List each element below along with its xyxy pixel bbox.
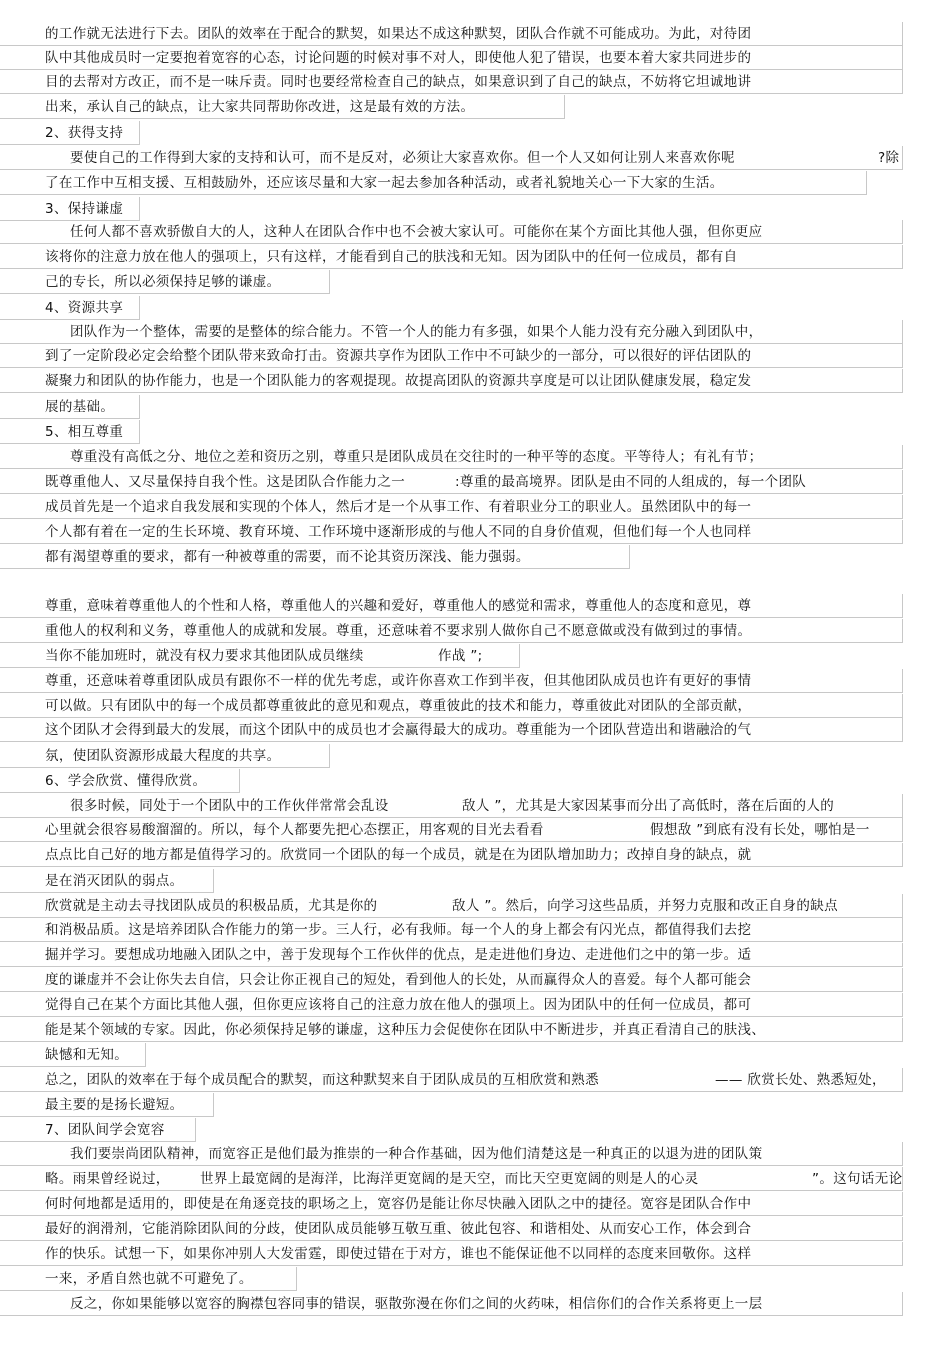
line-tail: 假想敌 ”到底有没有长处，哪怕是一 — [650, 822, 870, 838]
line-text: 展的基础。 — [45, 399, 115, 415]
line-text: 很多时候，同处于一个团队中的工作伙伴常常会乱设 — [70, 798, 389, 814]
line-text: 这个团队才会得到最大的发展，而这个团队中的成员也才会赢得最大的成功。尊重能为一个团队营造出和谐融洽的气 — [45, 722, 752, 738]
line-text: 6、学会欣赏、懂得欣赏。 — [45, 773, 207, 789]
line-text: 度的谦虚并不会让你失去自信，只会让你正视自己的短处，看到他人的长处，从而赢得众人的喜爱。每个人都可能会 — [45, 972, 752, 988]
text-line — [0, 1192, 903, 1216]
section-heading — [0, 769, 240, 793]
section-heading — [0, 1118, 196, 1142]
text-line — [0, 245, 903, 269]
section-heading — [0, 420, 140, 444]
text-line — [0, 1167, 903, 1191]
text-line — [0, 220, 903, 244]
text-line — [0, 843, 903, 867]
line-text: 都有渴望尊重的要求，都有一种被尊重的需要，而不论其资历深浅、能力强弱。 — [45, 549, 530, 565]
line-text: 当你不能加班时，就没有权力要求其他团队成员继续 — [45, 648, 364, 664]
line-text: 重他人的权利和义务，尊重他人的成就和发展。尊重，还意味着不要求别人做你自己不愿意做或没有做到过的事情。 — [45, 623, 752, 639]
text-line — [0, 1018, 903, 1042]
line-text: 的工作就无法进行下去。团队的效率在于配合的默契，如果达不成这种默契，团队合作就不可能成功。为此，对待团 — [45, 26, 752, 42]
line-tail: ?除 — [878, 150, 900, 166]
line-tail: :尊重的最高境界。团队是由不同的人组成的，每一个团队 — [455, 474, 807, 490]
line-text: 氛，使团队资源形成最大程度的共享。 — [45, 748, 281, 764]
line-tail: —— 欣赏长处、熟悉短处， — [715, 1072, 886, 1088]
text-line — [0, 545, 630, 569]
line-text: 了在工作中互相支援、互相鼓励外，还应该尽量和大家一起去参加各种活动，或者礼貌地关心一下大家的生活。 — [45, 175, 724, 191]
line-text: 点点比自己好的地方都是值得学习的。欣赏同一个团队的每一个成员，就是在为团队增加助力；改掉自身的缺点，就 — [45, 847, 752, 863]
line-text: 到了一定阶段必定会给整个团队带来致命打击。资源共享作为团队工作中不可缺少的一部分，可以很好的评估团队的 — [45, 348, 752, 364]
line-text: 觉得自己在某个方面比其他人强，但你更应该将自己的注意力放在他人的强项上。因为团队中的任何一位成员，都可 — [45, 997, 752, 1013]
line-text: 反之，你如果能够以宽容的胸襟包容同事的错误，驱散弥漫在你们之间的火药味，相信你们的合作关系将更上一层 — [70, 1296, 763, 1312]
line-text: 7、团队间学会宽容 — [45, 1122, 165, 1138]
line-tail: ”。这句话无论 — [812, 1171, 903, 1187]
text-line — [0, 968, 903, 992]
text-line — [0, 918, 903, 942]
line-text: 总之，团队的效率在于每个成员配合的默契，而这种默契来自于团队成员的互相欣赏和熟悉 — [45, 1072, 599, 1088]
line-text: 尊重，还意味着尊重团队成员有跟你不一样的优先考虑，或许你喜欢工作到半夜，但其他团队成员也许有更好的事情 — [45, 673, 752, 689]
line-text: 团队作为一个整体，需要的是整体的综合能力。不管一个人的能力有多强，如果个人能力没有充分融入到团队中， — [70, 324, 763, 340]
line-text: 缺憾和无知。 — [45, 1047, 129, 1063]
text-line — [0, 943, 903, 967]
text-line — [0, 171, 867, 195]
text-line — [0, 344, 903, 368]
text-line — [0, 718, 903, 742]
text-line — [0, 818, 903, 842]
line-text: 欣赏就是主动去寻找团队成员的积极品质，尤其是你的 — [45, 898, 378, 914]
line-tail: 敌人 ”，尤其是大家因某事而分出了高低时，落在后面的人的 — [462, 798, 835, 814]
text-line — [0, 644, 520, 668]
line-text: 最好的润滑剂，它能消除团队间的分歧，使团队成员能够互敬互重、彼此包容、和谐相处、从而安心工作，体会到合 — [45, 1221, 752, 1237]
line-text: 作的快乐。试想一下，如果你冲别人大发雷霆，即使过错在于对方，谁也不能保证他不以同样的态度来回敬你。这样 — [45, 1246, 752, 1262]
text-line — [0, 744, 330, 768]
line-text: 可以做。只有团队中的每一个成员都尊重彼此的意见和观点，尊重彼此的技术和能力，尊重彼此对团队的全部贡献， — [45, 698, 752, 714]
line-text: 既尊重他人、又尽量保持自我个性。这是团队合作能力之一 — [45, 474, 406, 490]
line-text: 队中其他成员时一定要抱着宽容的心态，讨论问题的时候对事不对人，即使他人犯了错误，也要本着大家共同进步的 — [45, 50, 752, 66]
text-line — [0, 869, 214, 893]
text-line — [0, 495, 903, 519]
text-line — [0, 1292, 903, 1316]
line-tail: 作战 ”; — [438, 648, 483, 664]
line-text: 掘并学习。要想成功地融入团队之中，善于发现每个工作伙伴的优点，是走进他们身边、走进他们之中的第一步。适 — [45, 947, 752, 963]
text-line — [0, 993, 903, 1017]
line-text: 3、保持谦虚 — [45, 201, 124, 217]
line-text: 和消极品质。这是培养团队合作能力的第一步。三人行，必有我师。每一个人的身上都会有闪光点，都值得我们去挖 — [45, 922, 752, 938]
line-text: 凝聚力和团队的协作能力，也是一个团队能力的客观提现。故提高团队的资源共享度是可以让团队健康发展，稳定发 — [45, 373, 752, 389]
text-line — [0, 70, 903, 94]
line-text: 任何人都不喜欢骄傲自大的人，这种人在团队合作中也不会被大家认可。可能你在某个方面比其他人强，但你更应 — [70, 224, 763, 240]
text-line — [0, 619, 903, 643]
text-line — [0, 146, 903, 170]
line-text: 5、相互尊重 — [45, 424, 124, 440]
line-text: 4、资源共享 — [45, 300, 124, 316]
section-heading — [0, 296, 140, 320]
text-line — [0, 694, 903, 718]
text-line — [0, 369, 903, 393]
text-line — [0, 46, 903, 70]
line-text: 己的专长，所以必须保持足够的谦虚。 — [45, 274, 281, 290]
text-line — [0, 22, 903, 46]
text-line — [0, 894, 903, 918]
line-text: 能是某个领域的专家。因此，你必须保持足够的谦虚，这种压力会促使你在团队中不断进步，并真正看清自己的肤浅、 — [45, 1022, 766, 1038]
text-line — [0, 395, 140, 419]
line-tail: 敌人 ”。然后，向学习这些品质，并努力克服和改正自身的缺点 — [452, 898, 838, 914]
text-line — [0, 520, 903, 544]
text-line — [0, 1242, 903, 1266]
text-line — [0, 1267, 297, 1291]
line-text: 是在消灭团队的弱点。 — [45, 873, 184, 889]
line-tail: 世界上最宽阔的是海洋，比海洋更宽阔的是天空，而比天空更宽阔的则是人的心灵 — [200, 1171, 699, 1187]
line-text: 尊重没有高低之分、地位之差和资历之别，尊重只是团队成员在交往时的一种平等的态度。平等待人；有礼有节； — [70, 449, 763, 465]
line-text: 个人都有着在一定的生长环境、教育环境、工作环境中逐渐形成的与他人不同的自身价值观，但他们每一个人也同样 — [45, 524, 752, 540]
line-text: 一来，矛盾自然也就不可避免了。 — [45, 1271, 253, 1287]
line-text: 出来，承认自己的缺点，让大家共同帮助你改进，这是最有效的方法。 — [45, 99, 475, 115]
text-line — [0, 470, 903, 494]
text-line — [0, 1142, 903, 1166]
line-text: 2、获得支持 — [45, 125, 124, 141]
line-text: 目的去帮对方改正，而不是一味斥责。同时也要经常检查自己的缺点，如果意识到了自己的缺点，不妨将它坦诚地讲 — [45, 74, 752, 90]
text-line — [0, 445, 903, 469]
text-line — [0, 1093, 214, 1117]
text-line — [0, 320, 903, 344]
line-text: 最主要的是扬长避短。 — [45, 1097, 184, 1113]
text-line — [0, 95, 565, 119]
line-text: 成员首先是一个追求自我发展和实现的个体人，然后才是一个从事工作、有着职业分工的职业人。虽然团队中的每一 — [45, 499, 752, 515]
line-text: 该将你的注意力放在他人的强项上，只有这样，才能看到自己的肤浅和无知。因为团队中的任何一位成员，都有自 — [45, 249, 738, 265]
text-line — [0, 794, 903, 818]
line-text: 略。雨果曾经说过， — [45, 1171, 170, 1187]
line-text: 心里就会很容易酸溜溜的。所以，每个人都要先把心态摆正，用客观的目光去看看 — [45, 822, 544, 838]
section-heading — [0, 197, 140, 221]
line-text: 尊重，意味着尊重他人的个性和人格，尊重他人的兴趣和爱好，尊重他人的感觉和需求，尊重他人的态度和意见，尊 — [45, 598, 752, 614]
text-line — [0, 594, 903, 618]
text-line — [0, 1217, 903, 1241]
text-line — [0, 270, 330, 294]
text-line — [0, 1068, 903, 1092]
line-text: 我们要崇尚团队精神，而宽容正是他们最为推崇的一种合作基础，因为他们清楚这是一种真正的以退为进的团队策 — [70, 1146, 763, 1162]
text-line — [0, 669, 903, 693]
section-heading — [0, 121, 140, 145]
line-text: 何时何地都是适用的，即使是在角逐竞技的职场之上，宽容仍是能让你尽快融入团队之中的捷径。宽容是团队合作中 — [45, 1196, 752, 1212]
text-line — [0, 1043, 146, 1067]
line-text: 要使自己的工作得到大家的支持和认可，而不是反对，必须让大家喜欢你。但一个人又如何让别人来喜欢你呢 — [70, 150, 735, 166]
